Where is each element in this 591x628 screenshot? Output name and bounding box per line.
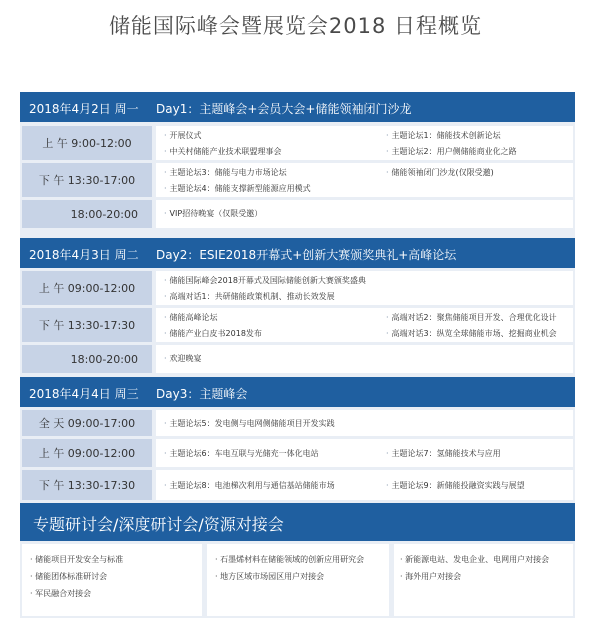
session-time: 上 午 09:00-12:00 — [22, 439, 152, 467]
session-panel — [156, 163, 573, 197]
special-item: · 军民融合对接会 — [30, 589, 92, 598]
session-item: · 主题论坛4：储能支撑新型能源应用模式 — [164, 184, 311, 193]
session-item: · 高端对话2：聚焦储能项目开发、合理优化设计 — [386, 313, 557, 322]
day3-session-allday — [20, 410, 575, 436]
session-item: · 高端对话1：共研储能政策机制、推动长效发展 — [164, 292, 335, 301]
special-item: · 储能项目开发安全与标准 — [30, 555, 124, 564]
day2-header — [20, 238, 575, 268]
session-item: · 中关村储能产业技术联盟理事会 — [164, 147, 282, 156]
day1-session-afternoon — [20, 163, 575, 197]
session-panel — [156, 271, 573, 305]
session-time: 全 天 09:00-17:00 — [22, 410, 152, 436]
day3-theme: Day3：主题峰会 — [156, 387, 248, 401]
session-item: · 主题论坛3：储能与电力市场论坛 — [164, 168, 287, 177]
session-item: · 储能产业白皮书2018发布 — [164, 329, 262, 338]
session-time: 下 午 13:30-17:30 — [22, 308, 152, 342]
session-item: · 主题论坛2：用户侧储能商业化之路 — [386, 147, 517, 156]
special-item: · 地方区域市场园区用户对接会 — [215, 572, 325, 581]
session-item: · 主题论坛7：氢储能技术与应用 — [386, 449, 501, 458]
day3-session-morning — [20, 439, 575, 467]
session-panel — [156, 470, 573, 500]
session-item: · 储能国际峰会2018开幕式及国际储能创新大赛颁奖盛典 — [164, 276, 366, 285]
special-column-3 — [394, 544, 573, 616]
special-item: · 储能团体标准研讨会 — [30, 572, 108, 581]
session-item: · 主题论坛1：储能技术创新论坛 — [386, 131, 501, 140]
day1-theme: Day1：主题峰会+会员大会+储能领袖闭门沙龙 — [156, 102, 412, 116]
session-item: · 储能领袖闭门沙龙(仅限受邀) — [386, 168, 494, 177]
session-panel — [156, 410, 573, 436]
session-time: 上 午 09:00-12:00 — [22, 271, 152, 305]
session-time: 下 午 13:30-17:30 — [22, 470, 152, 500]
session-time: 上 午 9:00-12:00 — [22, 126, 152, 160]
special-column-2 — [207, 544, 389, 616]
special-sessions-header — [20, 503, 575, 541]
session-time: 下 午 13:30-17:00 — [22, 163, 152, 197]
day3-session-afternoon — [20, 470, 575, 500]
session-item: · 主题论坛5：发电侧与电网侧储能项目开发实践 — [164, 419, 335, 428]
session-item: · 开展仪式 — [164, 131, 202, 140]
day1-date: 2018年4月2日 周一 — [29, 102, 139, 116]
special-item: · 石墨烯材料在储能领域的创新应用研究会 — [215, 555, 365, 564]
special-sessions-heading: 专题研讨会/深度研讨会/资源对接会 — [33, 515, 284, 534]
day2-date: 2018年4月3日 周二 — [29, 248, 139, 262]
session-item: · 储能高峰论坛 — [164, 313, 218, 322]
session-item: · 主题论坛6：车电互联与光储充一体化电站 — [164, 449, 319, 458]
session-item: · 主题论坛8：电池梯次利用与通信基站储能市场 — [164, 481, 335, 490]
session-item: · 主题论坛9：新储能投融资实践与展望 — [386, 481, 525, 490]
day1-session-evening — [20, 200, 575, 228]
session-time: 18:00-20:00 — [22, 200, 152, 228]
session-panel — [156, 308, 573, 342]
day2-session-morning — [20, 271, 575, 305]
session-time: 18:00-20:00 — [22, 345, 152, 373]
special-item: · 海外用户对接会 — [400, 572, 462, 581]
page-title: 储能国际峰会暨展览会2018 日程概览 — [108, 14, 483, 38]
day1-session-morning — [20, 126, 575, 160]
day2-session-evening — [20, 345, 575, 373]
day2-theme: Day2：ESIE2018开幕式+创新大赛颁奖典礼+高峰论坛 — [156, 248, 457, 262]
special-column-1 — [22, 544, 202, 616]
day3-header — [20, 377, 575, 407]
session-item: · 欢迎晚宴 — [164, 354, 202, 363]
session-item: · VIP招待晚宴（仅限受邀） — [164, 209, 263, 218]
session-item: · 高端对话3：纵览全球储能市场、挖掘商业机会 — [386, 329, 557, 338]
special-item: · 新能源电站、发电企业、电网用户对接会 — [400, 555, 550, 564]
day1-header — [20, 92, 575, 122]
session-panel — [156, 126, 573, 160]
session-panel — [156, 345, 573, 373]
day2-session-afternoon — [20, 308, 575, 342]
session-panel — [156, 200, 573, 228]
session-panel — [156, 439, 573, 467]
day3-date: 2018年4月4日 周三 — [29, 387, 139, 401]
